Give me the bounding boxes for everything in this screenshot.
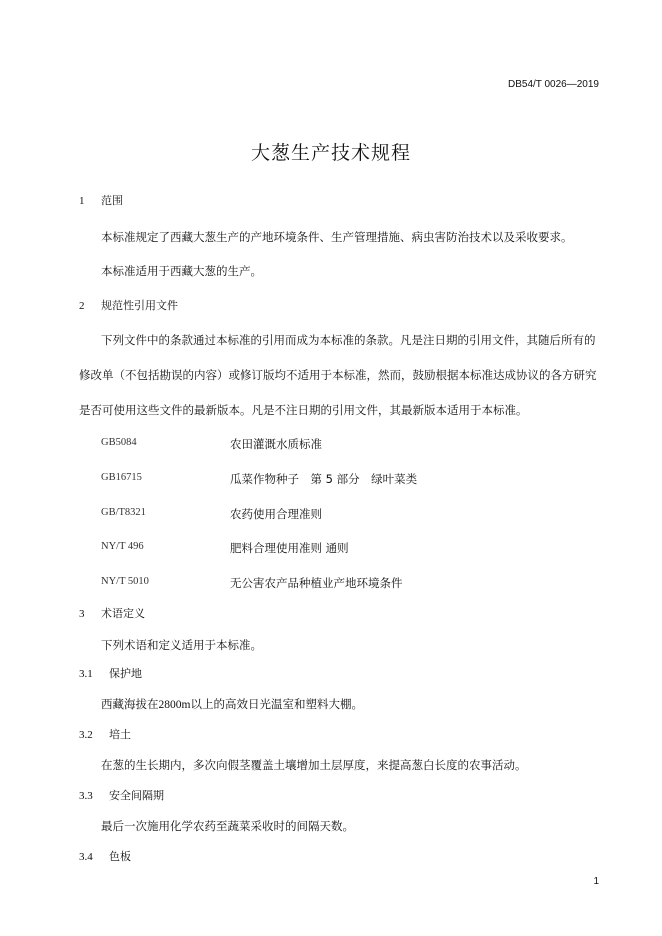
term-title: 安全间隔期 — [109, 789, 164, 802]
paragraph-line: 下列文件中的条款通过本标准的引用而成为本标准的条款。凡是注日期的引用文件，其随后所有的 — [101, 333, 596, 347]
term-heading — [79, 787, 164, 803]
term-heading — [79, 665, 142, 681]
section-heading-references — [79, 297, 178, 313]
standard-code: DB54/T 0026—2019 — [508, 79, 599, 90]
paragraph-line: 修改单（不包括勘误的内容）或修订版均不适用于本标准，然而，鼓励根据本标准达成协议的各方研究 — [79, 368, 597, 382]
section-title: 范围 — [101, 194, 123, 207]
reference-code: NY/T 5010 — [101, 576, 149, 587]
term-title: 保护地 — [109, 667, 142, 680]
paragraph: 本标准适用于西藏大葱的生产。 — [101, 264, 262, 278]
term-definition: 在葱的生长期内，多次向假茎覆盖土壤增加土层厚度，来提高葱白长度的农事活动。 — [101, 758, 527, 772]
definition-text: 以上的高效日光温室和塑料大棚。 — [190, 697, 363, 711]
reference-code: GB/T8321 — [101, 507, 146, 518]
reference-title: 无公害农产品种植业产地环境条件 — [230, 576, 403, 590]
term-definition — [101, 696, 363, 712]
reference-code: NY/T 496 — [101, 541, 144, 552]
term-heading — [79, 726, 131, 742]
section-title: 术语定义 — [101, 607, 145, 620]
term-title: 培土 — [109, 728, 131, 741]
section-heading-scope — [79, 192, 123, 208]
page-number: 1 — [593, 876, 599, 887]
term-definition: 最后一次施用化学农药至蔬菜采收时的间隔天数。 — [101, 819, 354, 833]
reference-code: GB16715 — [101, 472, 142, 483]
term-number: 3.2 — [79, 729, 93, 741]
reference-title: 瓜菜作物种子 第 5 部分 绿叶菜类 — [230, 472, 418, 486]
reference-title: 农药使用合理准则 — [230, 507, 322, 521]
term-number: 3.1 — [79, 668, 93, 680]
document-title: 大葱生产技术规程 — [250, 142, 411, 164]
section-number: 3 — [79, 608, 85, 620]
reference-code: GB5084 — [101, 437, 137, 448]
section-title: 规范性引用文件 — [101, 299, 178, 312]
reference-title: 农田灌溉水质标准 — [230, 437, 322, 451]
section-heading-terms — [79, 605, 145, 621]
section-number: 2 — [79, 300, 85, 312]
reference-title: 肥料合理使用准则 通则 — [230, 541, 349, 555]
term-number: 3.4 — [79, 851, 93, 863]
definition-text: 西藏海拔在 — [101, 697, 159, 711]
paragraph: 本标准规定了西藏大葱生产的产地环境条件、生产管理措施、病虫害防治技术以及采收要求。 — [101, 230, 573, 244]
paragraph: 下列术语和定义适用于本标准。 — [101, 638, 262, 652]
term-heading — [79, 848, 131, 864]
paragraph-line: 是否可使用这些文件的最新版本。凡是不注日期的引用文件，其最新版本适用于本标准。 — [79, 403, 528, 417]
section-number: 1 — [79, 195, 85, 207]
term-title: 色板 — [109, 850, 131, 863]
altitude-value: 2800m — [158, 699, 191, 711]
term-number: 3.3 — [79, 790, 93, 802]
